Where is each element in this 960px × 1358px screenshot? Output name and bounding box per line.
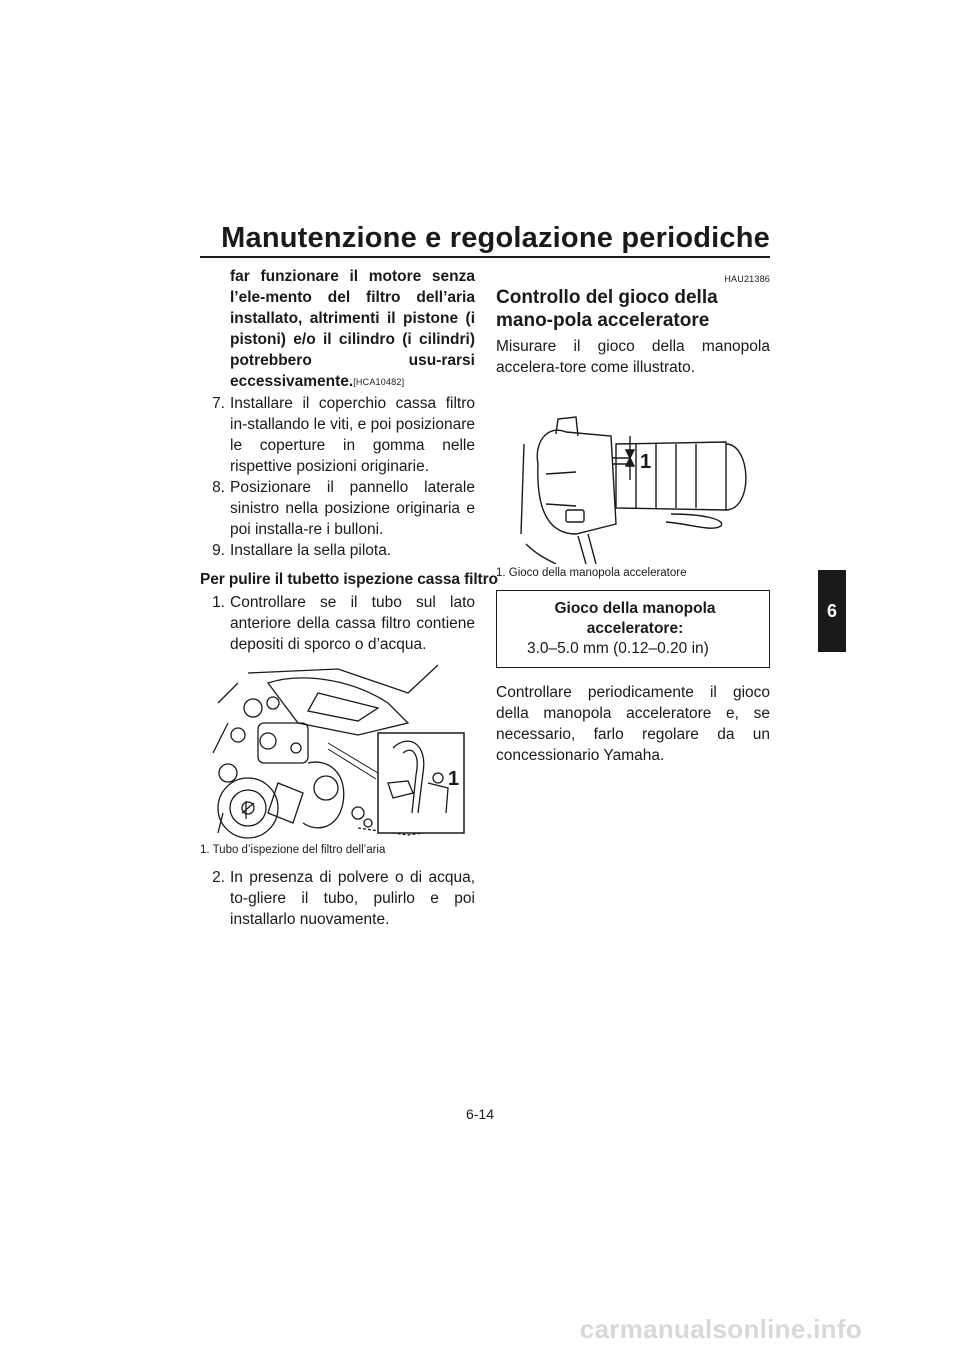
list-item: 2. In presenza di polvere o di acqua, to-gliere il tubo, pulirlo e poi installarlo nuovamente. (212, 869, 475, 928)
list-item: 7. Installare il coperchio cassa filtro in-stallando le viti, e poi posizionare le coperture in gomma nelle rispettive posizioni originarie. (212, 395, 475, 475)
subheading-clean-tube: Per pulire il tubetto ispezione cassa filtro (200, 571, 498, 588)
list-item: 1. Controllare se il tubo sul lato anteriore della cassa filtro contiene depositi di sporco o d’acqua. (212, 594, 475, 653)
figure-callout-number: 1 (448, 768, 460, 790)
page-number: 6-14 (465, 1106, 495, 1122)
warning-code: [HCA10482] (353, 377, 405, 387)
throttle-grip-illustration (516, 414, 756, 564)
warning-continuation: far funzionare il motore senza l’ele-mento del filtro dell’aria installato, altrimenti il pistone (i pistoni) e/o il cilindro (i cilindri) potrebbero usu-rarsi eccessivamente.[HCA10482] (230, 268, 475, 390)
list-item: 8. Posizionare il pannello laterale sinistro nella posizione originaria e poi installa-re i bulloni. (212, 479, 475, 538)
spec-value: 3.0–5.0 mm (0.12–0.20 in) (527, 640, 709, 657)
left-column (200, 266, 498, 930)
step-list-check (200, 592, 475, 655)
page-title: Manutenzione e regolazione periodiche (221, 222, 770, 254)
section-title: Controllo del gioco della mano-pola acceleratore (496, 287, 718, 331)
section-intro: Misurare il gioco della manopola accelera-tore come illustrato. (496, 338, 770, 376)
figure-caption: 1. Gioco della manopola acceleratore (496, 567, 687, 579)
step-list-clean (200, 867, 475, 930)
title-rule (200, 256, 770, 258)
section-body: Controllare periodicamente il gioco della manopola acceleratore e, se necessario, farlo regolare da un concessionario Yamaha. (496, 684, 770, 764)
step-list-install (200, 393, 475, 561)
list-item: 9. Installare la sella pilota. (212, 542, 392, 559)
right-column (496, 266, 770, 766)
air-filter-tube-illustration (208, 663, 470, 841)
spec-box (496, 590, 770, 668)
chapter-tab: 6 (818, 570, 846, 652)
watermark: carmanualsonline.info (579, 1314, 862, 1344)
section-code: HAU21386 (724, 274, 770, 284)
spec-label: Gioco della manopola acceleratore: (554, 600, 716, 637)
figure-callout-number: 1 (640, 451, 652, 473)
figure-caption: 1. Tubo d’ispezione del filtro dell’aria (200, 844, 386, 856)
